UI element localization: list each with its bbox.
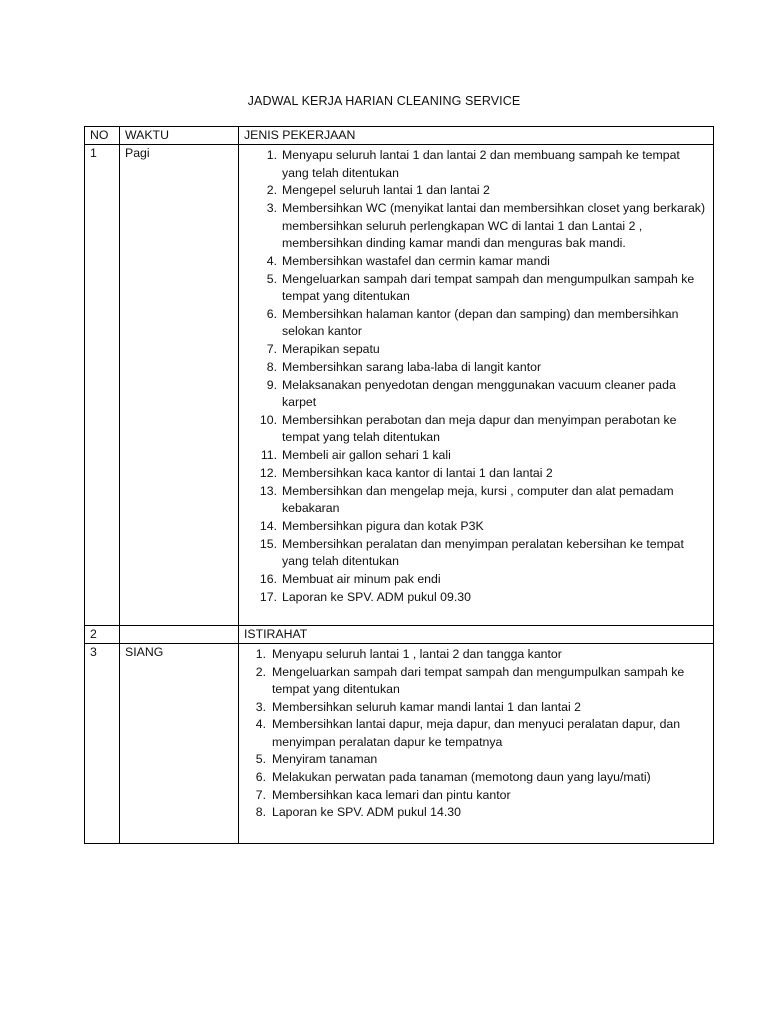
list-item [244, 769, 708, 786]
list-item [249, 306, 708, 341]
list-item [249, 465, 708, 482]
item-text: Membersihkan wastafel dan cermin kamar mandi [282, 253, 550, 268]
item-number: 7. [255, 787, 266, 802]
item-text: Membersihkan WC (menyikat lantai dan membersihkan closet yang berkarak) membersihkan seluruh perlengkapan WC di lantai 1 dan Lantai 2 , membersihkan dinding kamar mandi dan menguras bak mandi. [282, 201, 706, 250]
item-number: 3. [266, 201, 277, 216]
item-text: Mengepel seluruh lantai 1 dan lantai 2 [282, 183, 490, 198]
item-text: Membersihkan kaca kantor di lantai 1 dan lantai 2 [282, 466, 553, 481]
item-number: 1. [255, 647, 266, 662]
list-item [249, 483, 708, 518]
document-title: JADWAL KERJA HARIAN CLEANING SERVICE [247, 94, 521, 108]
item-text: Menyapu seluruh lantai 1 , lantai 2 dan tangga kantor [272, 647, 562, 662]
list-item [244, 646, 708, 663]
row-jenis: ISTIRAHAT [239, 626, 714, 644]
list-item [249, 359, 708, 376]
schedule-table [84, 126, 714, 844]
list-item [249, 447, 708, 464]
item-number: 3. [255, 699, 266, 714]
item-number: 14. [259, 519, 277, 534]
item-text: Membersihkan seluruh kamar mandi lantai 1 dan lantai 2 [272, 699, 581, 714]
item-number: 11. [260, 448, 277, 463]
list-item [249, 253, 708, 270]
list-item [244, 716, 708, 751]
item-text: Membersihkan perabotan dan meja dapur dan menyimpan perabotan ke tempat yang telah ditentukan [282, 413, 677, 445]
item-number: 2. [266, 183, 277, 198]
item-number: 6. [266, 306, 277, 321]
item-text: Membuat air minum pak endi [282, 572, 441, 587]
item-number: 12. [259, 466, 277, 481]
header-jenis-pekerjaan: JENIS PEKERJAAN [239, 127, 714, 145]
item-text: Membersihkan kaca lemari dan pintu kantor [272, 787, 511, 802]
item-number: 7. [266, 342, 277, 357]
list-item [244, 804, 708, 821]
list-item [249, 412, 708, 447]
list-item [249, 518, 708, 535]
list-item [249, 341, 708, 358]
item-text: Melakukan perwatan pada tanaman (memotong daun yang layu/mati) [272, 769, 651, 784]
item-text: Membersihkan pigura dan kotak P3K [282, 519, 484, 534]
item-text: Mengeluarkan sampah dari tempat sampah dan mengumpulkan sampah ke tempat yang ditentukan [272, 665, 685, 697]
item-text: Membersihkan lantai dapur, meja dapur, dan menyuci peralatan dapur, dan menyimpan peralatan dapur ke tempatnya [272, 717, 681, 749]
item-number: 4. [255, 717, 266, 732]
table-row [85, 626, 714, 644]
list-item [249, 182, 708, 199]
task-cell [239, 145, 714, 626]
task-cell [239, 644, 714, 843]
list-item [244, 751, 708, 768]
item-text: Laporan ke SPV. ADM pukul 09.30 [282, 590, 471, 605]
item-number: 5. [255, 752, 266, 767]
item-number: 2. [255, 665, 266, 679]
item-number: 8. [255, 805, 266, 820]
row-waktu: Pagi [120, 145, 239, 626]
item-number: 10. [259, 413, 277, 428]
item-number: 5. [266, 271, 277, 286]
item-text: Membeli air gallon sehari 1 kali [282, 448, 451, 463]
item-number: 8. [266, 360, 277, 375]
item-text: Mengeluarkan sampah dari tempat sampah dan mengumpulkan sampah ke tempat yang ditentukan [282, 271, 695, 304]
list-item [249, 589, 708, 606]
item-number: 1. [266, 148, 277, 163]
row-waktu [120, 626, 239, 644]
list-item [249, 536, 708, 571]
table-header-row [85, 127, 714, 145]
item-number: 17. [259, 590, 277, 605]
list-item [249, 200, 708, 252]
item-number: 15. [259, 537, 277, 552]
list-item [244, 699, 708, 716]
list-item [249, 571, 708, 588]
row-number: 2 [85, 626, 120, 644]
row-waktu: SIANG [120, 644, 239, 843]
header-waktu: WAKTU [120, 127, 239, 145]
list-item [249, 377, 708, 412]
item-text: Melaksanakan penyedotan dengan menggunakan vacuum cleaner pada karpet [282, 377, 676, 410]
item-text: Membersihkan halaman kantor (depan dan samping) dan membersihkan selokan kantor [282, 306, 679, 339]
row-number: 3 [85, 644, 120, 843]
table-row [85, 644, 714, 843]
header-no: NO [85, 127, 120, 145]
item-text: Membersihkan sarang laba-laba di langit kantor [282, 360, 542, 375]
item-number: 13. [259, 484, 277, 499]
item-text: Menyapu seluruh lantai 1 dan lantai 2 dan membuang sampah ke tempat yang telah ditentukan [282, 148, 680, 180]
item-text: Laporan ke SPV. ADM pukul 14.30 [272, 805, 461, 820]
item-text: Merapikan sepatu [282, 342, 380, 357]
item-number: 9. [266, 377, 277, 392]
item-number: 6. [255, 769, 266, 784]
list-item [249, 271, 708, 306]
task-list-siang [244, 644, 708, 842]
item-number: 16. [259, 572, 277, 587]
table-row [85, 145, 714, 626]
item-number: 4. [266, 253, 277, 268]
list-item [249, 147, 708, 182]
item-text: Membersihkan peralatan dan menyimpan peralatan kebersihan ke tempat yang telah ditentukan [282, 537, 684, 569]
item-text: Membersihkan dan mengelap meja, kursi , computer dan alat pemadam kebakaran [282, 484, 674, 516]
task-list-pagi [244, 145, 708, 625]
row-number: 1 [85, 145, 120, 626]
item-text: Menyiram tanaman [272, 752, 378, 767]
list-item [244, 664, 708, 699]
list-item [244, 787, 708, 804]
